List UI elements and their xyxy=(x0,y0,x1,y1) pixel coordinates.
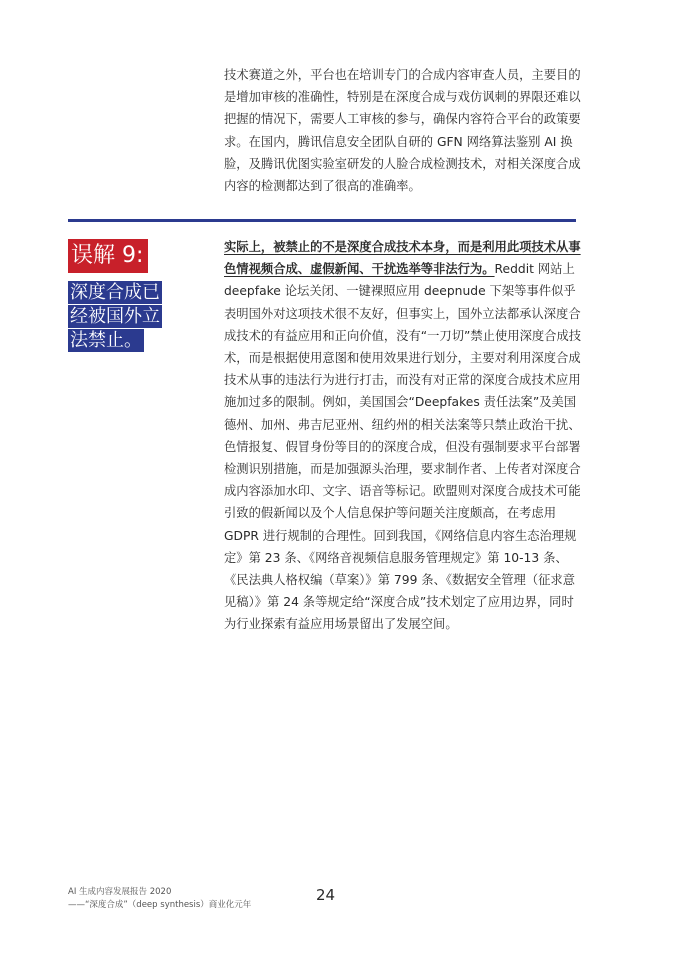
main-paragraph xyxy=(224,236,584,636)
footer-report-info xyxy=(68,886,251,912)
footer-report-title: AI 生成内容发展报告 2020 xyxy=(68,887,172,897)
footer-report-subtitle: ——“深度合成”（deep synthesis）商业化元年 xyxy=(68,900,252,910)
myth-title: 误解 9: xyxy=(68,239,148,273)
lead-sentence: 实际上，被禁止的不是深度合成技术本身，而是利用此项技术从事色情视频合成、虚假新闻、干扰选举等非法行为。 xyxy=(224,240,581,277)
myth-subtitle-text: 深度合成已经被国外立法禁止。 xyxy=(70,282,160,351)
intro-paragraph: 技术赛道之外，平台也在培训专门的合成内容审查人员，主要目的是增加审核的准确性，特别是在深度合成与戏仿讽刺的界限还难以把握的情况下，需要人工审核的参与，确保内容符合平台的政策要求。在国内，腾讯信息安全团队自研的 GFN 网络算法鉴别 AI 换脸，及腾讯优图实验室研发的人脸合成检测技术，对相关深度合成内容的检测都达到了很高的准确率。 xyxy=(224,68,581,194)
myth-subtitle xyxy=(68,281,170,353)
page-number: 24 xyxy=(316,886,336,904)
body-text: Reddit 网站上 deepfake 论坛关闭、一键裸照应用 deepnude 下架等事件似乎表明国外对这项技术很不友好，但事实上，国外立法都承认深度合成技术的有益应用和正向价值，没有“一刀切”禁止使用深度合成技术，而是根据使用意图和使用效果进行划分，主要对利用深度合成技术从事的违法行为进行打击，而没有对正常的深度合成技术应用施加过多的限制。例如，美国国会“Deepfakes 责任法案”及美国德州、加州、弗吉尼亚州、纽约州的相关法案等只禁止政治干扰、色情报复、假冒身份等目的的深度合成，但没有强制要求平台部署检测识别措施，而是加强源头治理，要求制作者、上传者对深度合成内容添加水印、文字、语音等标记。欧盟则对深度合成技术可能引致的假新闻以及个人信息保护等问题关注度颇高，在考虑用 GDPR 进行规制的合理性。回到我国，《网络信息内容生态治理规定》第 23 条、《网络音视频信息服务管理规定》第 10-13 条、《民法典人格权编（草案）》第 799 条、《数据安全管理（征求意见稿）》第 24 条等规定给“深度合成”技术划定了应用边界，同时为行业探索有益应用场景留出了发展空间。 xyxy=(224,262,582,632)
section-divider xyxy=(68,219,576,222)
